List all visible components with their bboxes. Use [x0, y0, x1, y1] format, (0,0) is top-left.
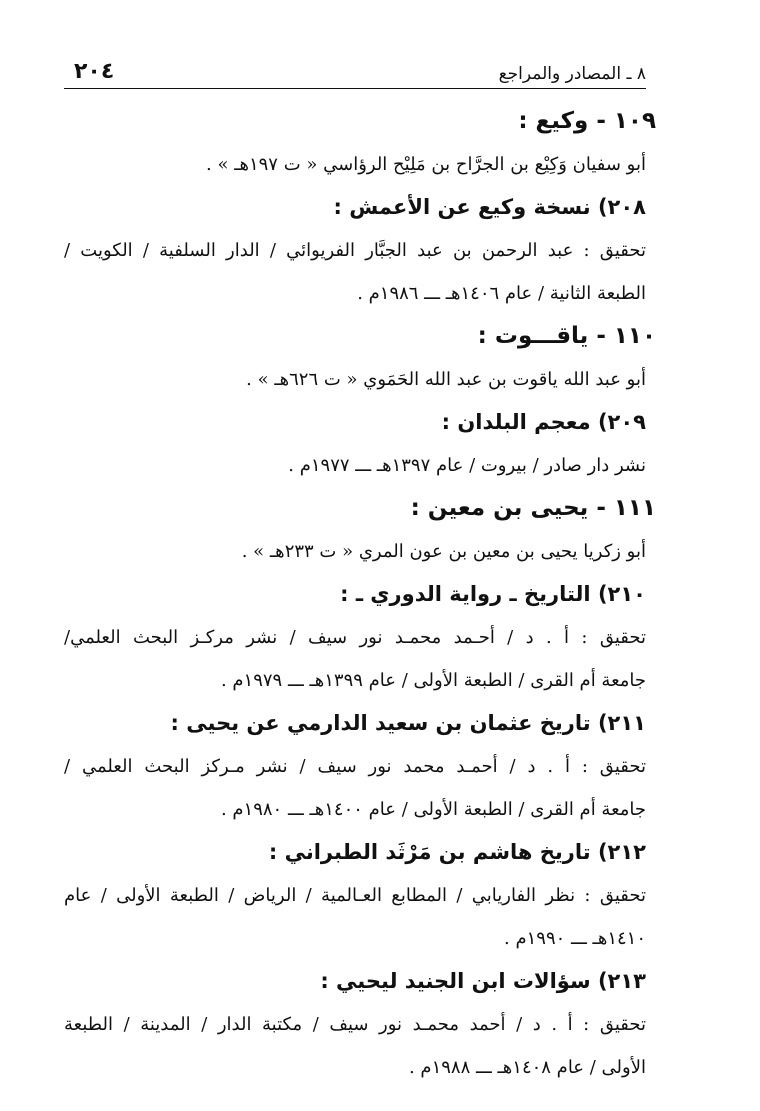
book-heading: ٢١٣) سؤالات ابن الجنيد ليحيي : — [320, 969, 646, 993]
reference-line: تحقيق : أ . د / أحـمد محمـد نور سيف / نشر مركـز البحث العلمي/ — [64, 627, 646, 648]
reference-line: نشر دار صادر / بيروت / عام ١٣٩٧هـ ـــ ١٩٧٧م . — [288, 455, 646, 476]
author-heading: ١١٠ - ياقـــوت : — [477, 323, 656, 349]
reference-line: أبو سفيان وَكِيْع بن الجرَّاح بن مَلِيْح الرؤاسي « ت ١٩٧هـ » . — [206, 154, 646, 175]
document-page — [64, 0, 656, 1111]
reference-line: جامعة أم القرى / الطبعة الأولى / عام ١٤٠٠هـ ـــ ١٩٨٠م . — [220, 799, 646, 820]
book-heading: ٢٠٩) معجم البلدان : — [441, 410, 646, 434]
book-heading: ٢٠٨) نسخة وكيع عن الأعمش : — [333, 195, 646, 219]
section-title: ٨ ـ المصادر والمراجع — [498, 64, 646, 84]
reference-line: الأولى / عام ١٤٠٨هـ ـــ ١٩٨٨م . — [408, 1057, 646, 1078]
reference-line: جامعة أم القرى / الطبعة الأولى / عام ١٣٩٩هـ ـــ ١٩٧٩م . — [220, 670, 646, 691]
reference-line: تحقيق : أ . د / أحمد محمـد نور سيف / مكتبة الدار / المدينة / الطبعة — [64, 1014, 646, 1035]
book-heading: ٢١٠) التاريخ ـ رواية الدوري ـ : — [340, 582, 646, 606]
reference-line: أبو عبد الله ياقوت بن عبد الله الحَمَوي « ت ٦٢٦هـ » . — [246, 369, 646, 390]
reference-line: تحقيق : عبد الرحمن بن عبد الجبَّار الفريوائي / الدار السلفية / الكويت / — [64, 240, 646, 261]
author-heading: ١٠٩ - وكيع : — [518, 108, 656, 134]
running-header — [64, 54, 646, 89]
reference-line: أبو زكريا يحيى بن معين بن عون المري « ت ٢٣٣هـ » . — [241, 541, 646, 562]
author-heading: ١١١ - يحيى بن معين : — [410, 495, 656, 521]
reference-list — [64, 100, 656, 1089]
page-number: ٢٠٤ — [74, 59, 115, 84]
book-heading: ٢١٢) تاريخ هاشم بن مَرْثَد الطبراني : — [268, 840, 646, 864]
reference-line: تحقيق : نظر الفاريابي / المطابع العـالمية / الرياض / الطبعة الأولى / عام — [64, 885, 646, 906]
reference-line: تحقيق : أ . د / أحمـد محمد نور سيف / نشر مـركز البحث العلمي / — [64, 756, 646, 777]
reference-line: ١٤١٠هـ ـــ ١٩٩٠م . — [504, 928, 646, 949]
book-heading: ٢١١) تاريخ عثمان بن سعيد الدارمي عن يحيى : — [170, 711, 646, 735]
reference-line: الطبعة الثانية / عام ١٤٠٦هـ ـــ ١٩٨٦م . — [357, 283, 646, 304]
